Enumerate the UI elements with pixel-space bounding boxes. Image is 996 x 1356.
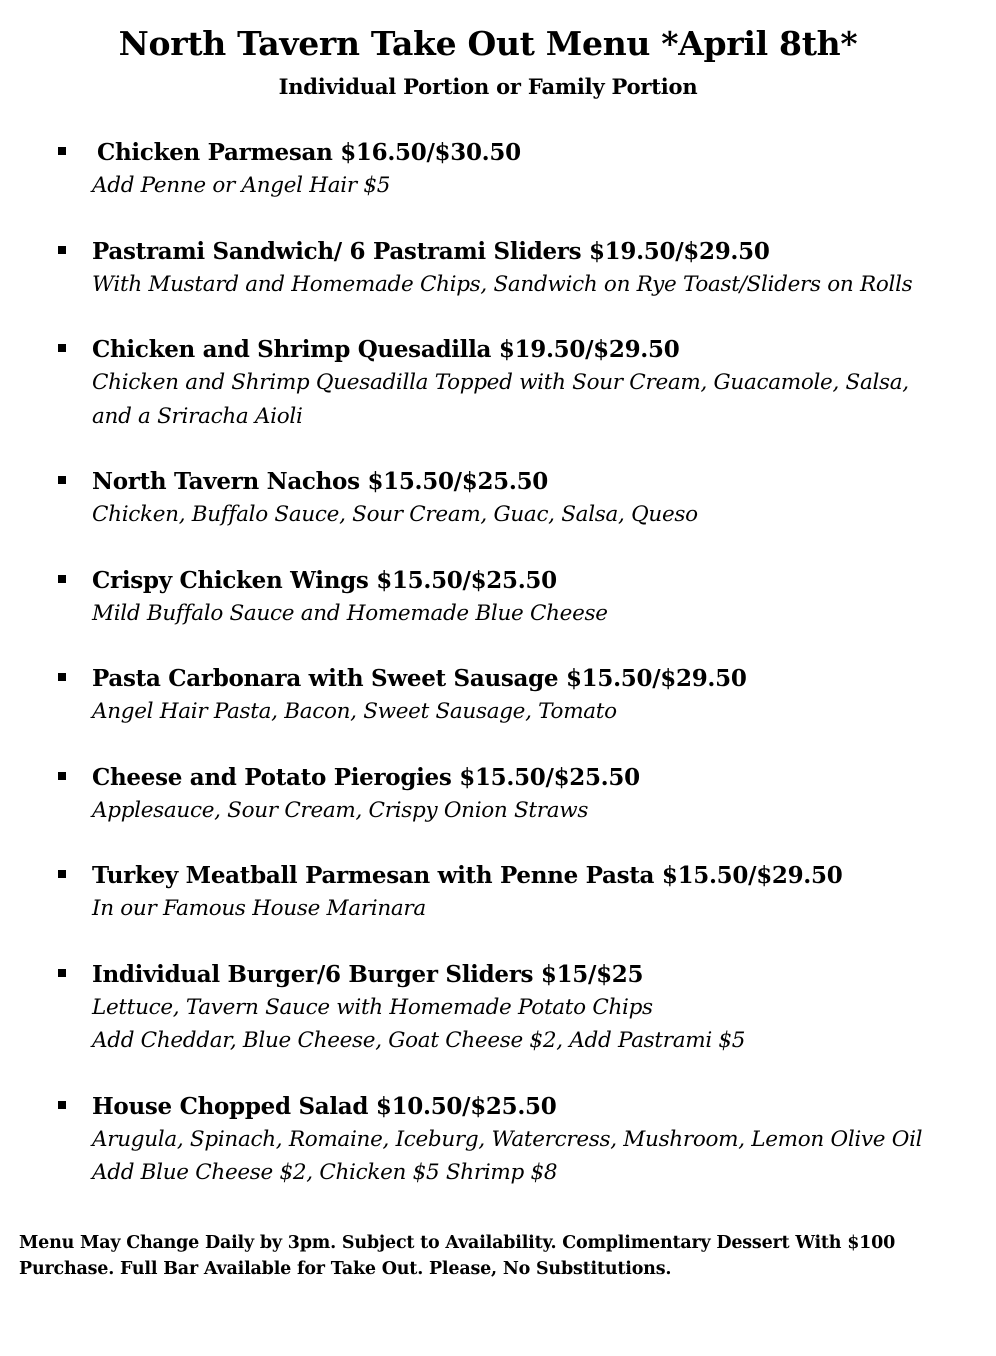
menu-item-pastrami-sandwich [0, 235, 996, 302]
menu-item-name: House Chopped Salad $10.50/$25.50 [92, 1092, 557, 1120]
menu-item-name: Cheese and Potato Pierogies $15.50/$25.50 [92, 763, 640, 791]
square-bullet-icon [58, 673, 66, 681]
menu-item-description: Lettuce, Tavern Sauce with Homemade Potato Chips [92, 994, 653, 1020]
menu-item-burger [0, 958, 996, 1058]
menu-list [0, 136, 996, 1222]
menu-item-description: Arugula, Spinach, Romaine, Iceburg, Watercress, Mushroom, Lemon Olive Oil [92, 1126, 923, 1152]
menu-item-description: Chicken, Buffalo Sauce, Sour Cream, Guac, Salsa, Queso [92, 502, 698, 527]
square-bullet-icon [58, 344, 66, 352]
menu-item-name: Pasta Carbonara with Sweet Sausage $15.50/$29.50 [92, 665, 747, 692]
menu-item-name: Individual Burger/6 Burger Sliders $15/$25 [92, 960, 644, 988]
menu-item-nachos [0, 465, 996, 532]
square-bullet-icon [58, 772, 66, 780]
menu-item-description: and a Sriracha Aioli [92, 403, 303, 429]
menu-item-name: Turkey Meatball Parmesan with Penne Pasta $15.50/$29.50 [92, 862, 843, 889]
footer-line: Menu May Change Daily by 3pm. Subject to Availability. Complimentary Dessert With $100 [19, 1233, 896, 1253]
square-bullet-icon [58, 969, 66, 977]
menu-item-pasta-carbonara [0, 662, 996, 729]
square-bullet-icon [58, 476, 66, 484]
menu-item-name: North Tavern Nachos $15.50/$25.50 [92, 468, 548, 495]
footer-line: Purchase. Full Bar Available for Take Out. Please, No Substitutions. [19, 1259, 672, 1279]
square-bullet-icon [58, 246, 66, 254]
square-bullet-icon [58, 870, 66, 878]
menu-item-chopped-salad [0, 1090, 996, 1190]
menu-item-description: Add Penne or Angel Hair $5 [92, 173, 391, 198]
menu-item-description: Add Cheddar, Blue Cheese, Goat Cheese $2, Add Pastrami $5 [92, 1028, 746, 1053]
menu-item-name: Chicken Parmesan $16.50/$30.50 [97, 139, 521, 166]
menu-item-description: Angel Hair Pasta, Bacon, Sweet Sausage, Tomato [92, 699, 617, 724]
square-bullet-icon [58, 575, 66, 583]
menu-item-name: Pastrami Sandwich/ 6 Pastrami Sliders $19.50/$29.50 [92, 237, 770, 265]
page-subtitle: Individual Portion or Family Portion [278, 74, 698, 99]
menu-item-turkey-meatball [0, 859, 996, 926]
menu-item-quesadilla [0, 333, 996, 433]
footer-note [19, 1230, 979, 1282]
menu-item-chicken-parmesan [0, 136, 996, 203]
menu-item-description: In our Famous House Marinara [92, 896, 426, 921]
menu-item-description: Chicken and Shrimp Quesadilla Topped with Sour Cream, Guacamole, Salsa, [92, 370, 909, 395]
menu-item-name: Chicken and Shrimp Quesadilla $19.50/$29.50 [92, 336, 680, 363]
square-bullet-icon [58, 147, 66, 155]
page-title: North Tavern Take Out Menu *April 8th* [118, 24, 858, 63]
menu-item-description: With Mustard and Homemade Chips, Sandwich on Rye Toast/Sliders on Rolls [92, 271, 913, 297]
menu-item-name: Crispy Chicken Wings $15.50/$25.50 [92, 566, 557, 594]
menu-item-chicken-wings [0, 564, 996, 631]
menu-item-description: Mild Buffalo Sauce and Homemade Blue Cheese [92, 600, 608, 626]
menu-item-description: Add Blue Cheese $2, Chicken $5 Shrimp $8 [92, 1160, 558, 1185]
menu-item-pierogies [0, 761, 996, 828]
menu-item-description: Applesauce, Sour Cream, Crispy Onion Straws [92, 797, 589, 823]
square-bullet-icon [58, 1101, 66, 1109]
